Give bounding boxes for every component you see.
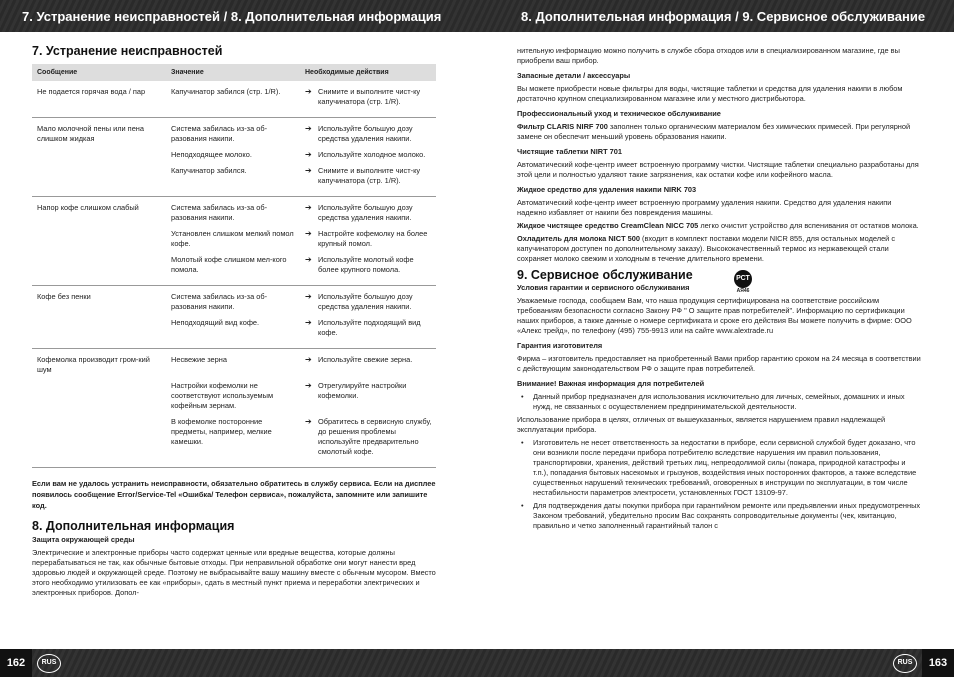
warranty-heading: Гарантия изготовителя [517, 341, 603, 350]
page-header: 8. Дополнительная информация / 9. Сервисное обслуживание [477, 0, 954, 32]
header-action: Необходимые действия [305, 68, 389, 76]
table-row [32, 381, 436, 411]
table-group [32, 81, 436, 118]
meaning-cell: Молотый кофе слишком мел-кого помола. [171, 255, 287, 274]
filter-paragraph [517, 122, 922, 142]
table-row [32, 292, 436, 312]
table-row [32, 166, 436, 186]
cooler-paragraph [517, 234, 922, 264]
env-subtitle: Защита окружающей среды [32, 535, 135, 544]
action-cell [300, 355, 436, 375]
meaning-cell: Настройки кофемолки не соответствуют используемым кофейным зернам. [171, 381, 274, 410]
table-header [32, 64, 436, 81]
certification-text: Уважаемые господа, сообщаем Вам, что наша продукция сертифицирована на соответствие российским требованиям безопасности согласно Закону РФ " О защите прав потребителей". Информацию по сертификации наших приборов, а также данные о номере сертификата и сроке его действия Вы можете получить в фирме: ООО «Алекс трейд», по телефону (495) 755-9913 или на сайте www.alextrade.ru [517, 296, 912, 335]
action-text: Используйте большую дозу средства удаления накипи. [318, 124, 413, 143]
arrow-right-icon: ➔ [305, 318, 312, 327]
arrow-right-icon: ➔ [305, 417, 312, 426]
action-cell [300, 87, 436, 107]
arrow-right-icon: ➔ [305, 124, 312, 133]
table-row [32, 417, 436, 457]
action-cell [300, 292, 436, 312]
meaning-cell: Капучинатор забился (стр. 1/R). [171, 87, 281, 96]
tablets-heading: Чистящие таблетки NIRT 701 [517, 147, 622, 156]
header-message: Сообщение [37, 68, 78, 76]
filter-label: Фильтр CLARIS NIRF 700 [517, 122, 608, 131]
page-number: 163 [922, 649, 954, 677]
descale-text: Автоматический кофе-центр имеет встроенную программу удаления накипи. Средство для удаления накипи надежно избавляет от накипи без повреждения машины. [517, 198, 892, 217]
right-page [477, 0, 954, 677]
meaning-cell: Система забилась из-за об-разования накипи. [171, 203, 268, 222]
page-footer [477, 649, 954, 677]
bullet-icon: • [521, 438, 524, 447]
tablets-text: Автоматический кофе-центр имеет встроенную программу чистки. Чистящие таблетки специально разработаны для этой цели и полностью удаляют такие загрязнения, как остатки кофе или кофейного масла. [517, 160, 919, 179]
page-number: 162 [0, 649, 32, 677]
action-cell [300, 124, 436, 144]
table-row [32, 87, 436, 107]
message-cell [32, 417, 166, 457]
env-text: Электрические и электронные приборы часто содержат ценные или вредные вещества, которые должны перерабатываться не так, как обычные бытовые отходы. При неправильной обработке они могут нанести вред здоровью людей и окружающей среде. Поэтому не выбрасывайте вашу машину вместе с обычным мусором. Вместо этого необходимо утилизовать ее как «приборы», сдать в местный пункт приема и переработки электрических и электронных приборов. Допол- [32, 548, 436, 597]
action-cell [300, 318, 436, 338]
bullet-text: Изготовитель не несет ответственность за недостатки в приборе, если сервисной службой будет доказано, что они возникли после передачи прибора потребителю вследствие нарушения им правил пользования, транспортировки, хранения, действий третьих лиц, непреодолимой силы (пожара, природной катастрофы и т.п.), попадания бытовых насекомых и грызунов, воздействия иных посторонних факторов, а также вследствие существенных нарушений технических требований, оговоренных в инструкции по эксплуатации, в том числе нестабильности параметров электросети, установленных ГОСТ 13109-97. [533, 438, 917, 497]
right-content [517, 46, 922, 534]
care-heading: Профессиональный уход и техническое обслуживание [517, 109, 721, 118]
table-row [32, 355, 436, 375]
creamclean-label: Жидкое чистящее средство CreamClean NICC 705 [517, 221, 699, 230]
meaning-cell: Капучинатор забился. [171, 166, 247, 175]
action-cell [300, 166, 436, 186]
parts-text: Вы можете приобрести новые фильтры для воды, чистящие таблетки и средства для удаления накипи в любом достаточно крупном специализированном магазине или у местного дистрибьютора. [517, 84, 903, 103]
message-cell: Мало молочной пены или пена слишком жидкая [37, 124, 144, 143]
table-row [32, 150, 436, 160]
warranty-text: Фирма – изготовитель предоставляет на приобретенный Вами прибор гарантию сроком на 24 месяца в соответствии с действующим законодательством РФ о защите прав потребителей. [517, 354, 921, 373]
bullet-item [517, 501, 922, 531]
message-cell [32, 150, 166, 160]
bullet-icon: • [521, 501, 524, 510]
descale-heading: Жидкое средство для удаления накипи NIRK 703 [517, 185, 697, 194]
meaning-cell: Система забилась из-за об-разования накипи. [171, 292, 268, 311]
message-cell: Кофе без пенки [37, 292, 91, 301]
meaning-cell: Несвежие зерна [171, 355, 227, 364]
cert-code: АЯ46 [736, 288, 750, 294]
arrow-right-icon: ➔ [305, 203, 312, 212]
action-cell [300, 255, 436, 275]
cooler-text: (входит в комплект поставки модели NICR 855, для остальных моделей с капучинатором доступен по дополнительному заказу). Высококачественный термос из нержавеющей стали сохраняет молоко свежим и холодным в течение длительного времени. [517, 234, 896, 263]
message-cell [32, 318, 166, 338]
certification-logo [734, 270, 752, 294]
attention-heading: Внимание! Важная информация для потребителей [517, 379, 705, 388]
section-7-title: 7. Устранение неисправностей [32, 44, 223, 58]
action-text: Используйте молотый кофе более крупного помола. [318, 255, 414, 274]
language-badge: RUS [893, 654, 917, 673]
language-badge: RUS [37, 654, 61, 673]
misuse-text: Использование прибора в целях, отличных от вышеуказанных, является нарушением правил надлежащей эксплуатации прибора. [517, 415, 886, 434]
left-content [32, 44, 437, 601]
arrow-right-icon: ➔ [305, 255, 312, 264]
arrow-right-icon: ➔ [305, 355, 312, 364]
arrow-right-icon: ➔ [305, 87, 312, 96]
arrow-right-icon: ➔ [305, 292, 312, 301]
bullet-text: Данный прибор предназначен для использования исключительно для личных, семейных, домашних и иных нужд, не связанных с осуществлением предпринимательской деятельности. [533, 392, 905, 411]
table-group [32, 286, 436, 349]
action-text: Используйте большую дозу средства удаления накипи. [318, 292, 413, 311]
section-8-title: 8. Дополнительная информация [32, 519, 235, 533]
table-row [32, 124, 436, 144]
action-text: Отрегулируйте настройки кофемолки. [318, 381, 407, 400]
header-meaning: Значение [171, 68, 204, 76]
message-cell [32, 255, 166, 275]
table-group [32, 197, 436, 286]
meaning-cell: Неподходящее молоко. [171, 150, 252, 159]
creamclean-text: легко очистит устройство для вспенивания от остатков молока. [698, 221, 919, 230]
message-cell: Кофемолка производит гром-кий шум [37, 355, 150, 374]
action-text: Используйте холодное молоко. [318, 150, 426, 159]
table-row [32, 255, 436, 275]
meaning-cell: Установлен слишком мелкий помол кофе. [171, 229, 294, 248]
page-header: 7. Устранение неисправностей / 8. Дополнительная информация [0, 0, 477, 32]
cooler-label: Охладитель для молока NICT 500 [517, 234, 640, 243]
action-text: Обратитесь в сервисную службу, до решения проблемы используйте предварительно смолотый кофе. [318, 417, 432, 456]
troubleshooting-table [32, 64, 436, 468]
table-group [32, 349, 436, 468]
message-cell [32, 229, 166, 249]
table-row [32, 203, 436, 223]
message-cell: Не подается горячая вода / пар [37, 87, 146, 96]
section-9-header [517, 268, 922, 296]
meaning-cell: Неподходящий вид кофе. [171, 318, 260, 327]
meaning-cell: В кофемолке посторонние предметы, например, мелкие камешки. [171, 417, 272, 446]
arrow-right-icon: ➔ [305, 229, 312, 238]
message-cell [32, 166, 166, 186]
bullet-text: Для подтверждения даты покупки прибора при гарантийном ремонте или предъявлении иных предусмотренных Законом требований, убедительно просим Вас сохранять сопроводительные документы (чек, квитанцию, правильно и четко заполненный гарантийный талон с [533, 501, 921, 530]
action-text: Используйте свежие зерна. [318, 355, 413, 364]
arrow-right-icon: ➔ [305, 381, 312, 390]
action-cell [300, 381, 436, 411]
table-body [32, 81, 436, 468]
arrow-right-icon: ➔ [305, 150, 312, 159]
action-text: Используйте подходящий вид кофе. [318, 318, 421, 337]
pct-mark-icon: РСТ [734, 270, 752, 288]
bullet-item [517, 392, 922, 412]
message-cell: Напор кофе слишком слабый [37, 203, 139, 212]
message-cell [32, 381, 166, 411]
action-text: Снимите и выполните чист-ку капучинатора (стр. 1/R). [318, 87, 421, 106]
section-9-title: 9. Сервисное обслуживание [517, 268, 693, 282]
action-cell [300, 417, 436, 457]
arrow-right-icon: ➔ [305, 166, 312, 175]
meaning-cell: Система забилась из-за об-разования накипи. [171, 124, 268, 143]
action-text: Настройте кофемолку на более крупный помол. [318, 229, 428, 248]
action-cell [300, 150, 436, 160]
bullet-item [517, 438, 922, 498]
action-text: Используйте большую дозу средства удаления накипи. [318, 203, 413, 222]
table-group [32, 118, 436, 197]
page-footer [0, 649, 477, 677]
continued-text: нительную информацию можно получить в службе сбора отходов или в специализированном магазине, где вы приобрели ваш прибор. [517, 46, 900, 65]
terms-heading: Условия гарантии и сервисного обслуживания [517, 283, 690, 292]
filter-text: заполнен только органическим материалом без химических примесей. При регулярной замене он обеспечит меньший уровень образования накипи. [517, 122, 911, 141]
action-cell [300, 229, 436, 249]
action-text: Снимите и выполните чист-ку капучинатора (стр. 1/R). [318, 166, 421, 185]
creamclean-paragraph [517, 221, 922, 231]
bullet-icon: • [521, 392, 524, 401]
service-note: Если вам не удалось устранить неисправности, обязательно обратитесь в службу сервиса. Если на дисплее появилось сообщение Error/Service-Tel «Ошибка/ Телефон сервиса», пожалуйста, запомните или запишите код. [32, 479, 436, 510]
table-row [32, 318, 436, 338]
action-cell [300, 203, 436, 223]
table-row [32, 229, 436, 249]
parts-heading: Запасные детали / аксессуары [517, 71, 631, 80]
